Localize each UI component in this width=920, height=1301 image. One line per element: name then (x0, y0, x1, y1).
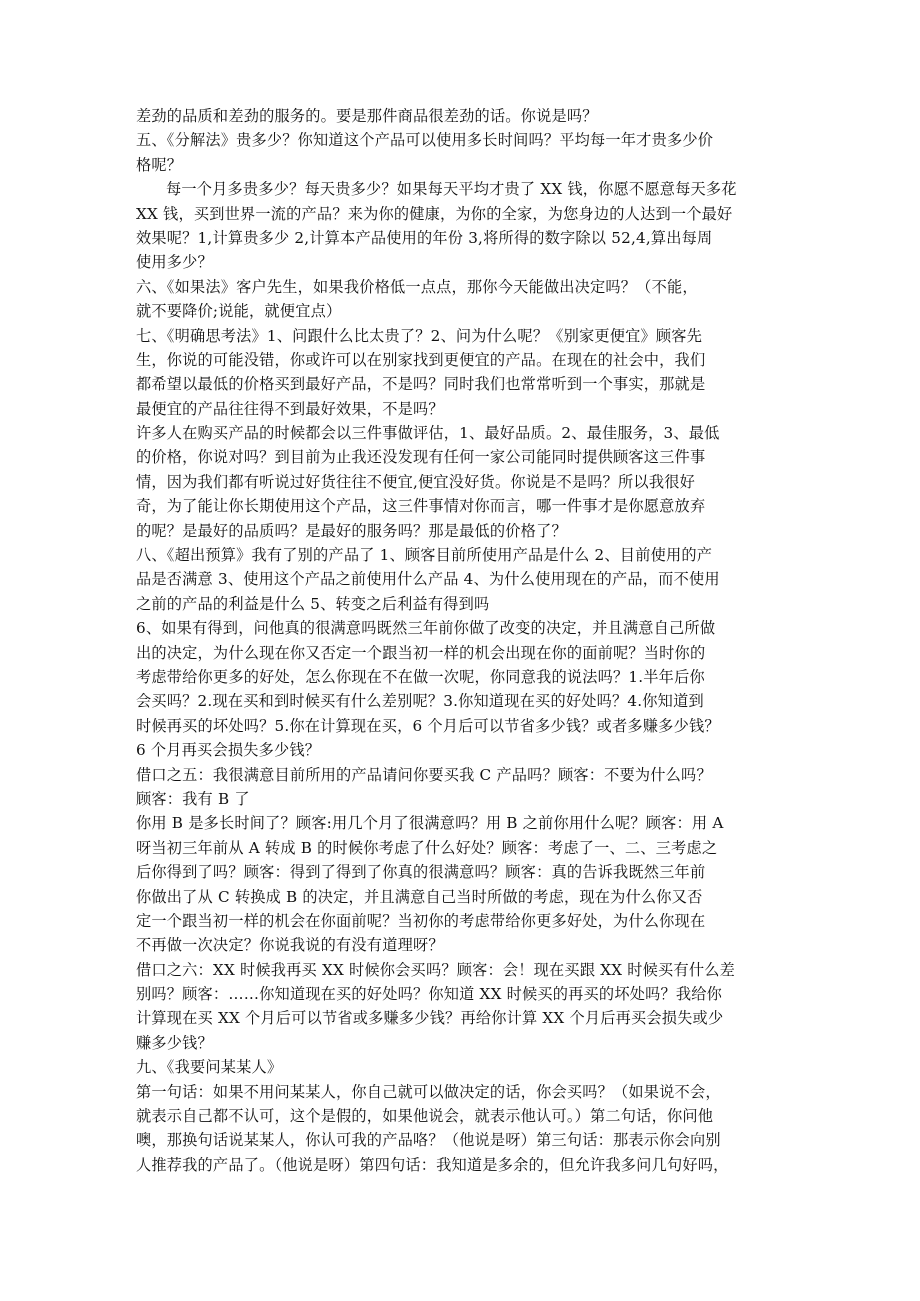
text-line: 就表示自己都不认可，这个是假的，如果他说会，就表示他认可。）第二句话，你问他 (136, 1107, 714, 1126)
text-line: 时候再买的坏处吗？5.你在计算现在买，6 个月后可以节省多少钱？或者多赚多少钱？ (136, 716, 720, 735)
text-line: 之前的产品的利益是什么 5、转变之后利益有得到吗 (136, 594, 490, 613)
text-line: 不再做一次决定？你说我说的有没有道理呀？ (136, 936, 444, 955)
text-line: 差劲的品质和差劲的服务的。要是那件商品很差劲的话。你说是吗？ (136, 107, 598, 125)
text-line: 别吗？顾客：……你知道现在买的好处吗？你知道 XX 时候买的再买的坏处吗？我给你 (136, 985, 723, 1004)
text-line: 6、如果有得到，问他真的很满意吗既然三年前你做了改变的决定，并且满意自己所做 (136, 619, 716, 638)
text-line: 九、《我要问某某人》 (136, 1058, 283, 1077)
text-line: 赚多少钱？ (136, 1033, 213, 1052)
text-line: 的呢？是最好的品质吗？是最好的服务吗？那是最低的价格了？ (136, 521, 567, 540)
text-line: 你做出了从 C 转换成 B 的决定，并且满意自己当时所做的考虑，现在为什么你又否 (136, 887, 703, 906)
text-line: 奇，为了能让你长期使用这个产品，这三件事情对你而言，哪一件事才是你愿意放弃 (136, 497, 706, 516)
text-line: 每一个月多贵多少？每天贵多少？如果每天平均才贵了 XX 钱，你愿不愿意每天多花 (166, 180, 737, 199)
text-line: 的价格，你说对吗？到目前为止我还没发现有任何一家公司能同时提供顾客这三件事 (136, 448, 706, 467)
text-line: 五、《分解法》贵多少？你知道这个产品可以使用多长时间吗？平均每一年才贵多少价 (136, 131, 714, 150)
text-line: 借口之六：XX 时候我再买 XX 时候你会买吗？顾客：会！现在买跟 XX 时候买有什么差 (136, 960, 735, 979)
text-line: 借口之五：我很满意目前所用的产品请问你要买我 C 产品吗？顾客：不要为什么吗？ (136, 765, 712, 784)
text-line: 最便宜的产品往往得不到最好效果，不是吗？ (136, 399, 444, 418)
text-line: 会买吗？2.现在买和到时候买有什么差别呢？3.你知道现在买的好处吗？4.你知道到 (136, 692, 704, 711)
text-line: 第一句话：如果不用问某某人，你自己就可以做决定的话，你会买吗？（如果说不会， (136, 1082, 721, 1101)
text-line: 后你得到了吗？顾客：得到了得到了你真的很满意吗？顾客：真的告诉我既然三年前 (136, 863, 706, 882)
text-line: 你用 B 是多长时间了？顾客:用几个月了很满意吗？用 B 之前你用什么呢？顾客：用 A (136, 814, 724, 833)
text-line: 八、《超出预算》我有了别的产品了 1、顾客目前所使用产品是什么 2、目前使用的产 (136, 546, 713, 565)
text-line: 出的决定，为什么现在你又否定一个跟当初一样的机会出现在你的面前呢？当时你的 (136, 643, 706, 662)
text-line: 呀当初三年前从 A 转成 B 的时候你考虑了什么好处？顾客：考虑了一、二、三考虑之 (136, 838, 718, 857)
text-line: 使用多少？ (136, 253, 213, 272)
text-line: 噢，那换句话说某某人，你认可我的产品咯？（他说是呀）第三句话：那表示你会向别 (136, 1131, 721, 1150)
text-line: 六、《如果法》客户先生，如果我价格低一点点，那你今天能做出决定吗？（不能， (136, 277, 698, 296)
text-line: 计算现在买 XX 个月后可以节省或多赚多少钱？再给你计算 XX 个月后再买会损失或少 (136, 1009, 724, 1028)
text-line: XX 钱，买到世界一流的产品？来为你的健康，为你的全家，为您身边的人达到一个最好 (136, 204, 733, 223)
text-line: 顾客：我有 B 了 (136, 789, 250, 808)
text-line: 考虑带给你更多的好处，怎么你现在不在做一次呢，你同意我的说法吗？1.半年后你 (136, 667, 705, 686)
text-line: 七、《明确思考法》1、问跟什么比太贵了？2、问为什么呢？《别家更便宜》顾客先 (136, 326, 703, 345)
text-line: 就不要降价;说能，就便宜点） (136, 302, 342, 321)
text-line: 情，因为我们都有听说过好货往往不便宜,便宜没好货。你说是不是吗？所以我很好 (136, 472, 695, 491)
text-line: 效果呢？1,计算贵多少 2,计算本产品使用的年份 3,将所得的数字除以 52,4,算出每周 (136, 228, 713, 247)
text-line: 格呢？ (136, 155, 183, 174)
document-page (136, 104, 786, 1177)
text-line: 生，你说的可能没错，你或许可以在别家找到更便宜的产品。在现在的社会中，我们 (136, 350, 706, 369)
text-line: 人推荐我的产品了。（他说是呀）第四句话：我知道是多余的，但允许我多问几句好吗， (136, 1155, 729, 1174)
text-line: 品是否满意 3、使用这个产品之前使用什么产品 4、为什么使用现在的产品，而不使用 (136, 570, 720, 589)
text-line: 定一个跟当初一样的机会在你面前呢？当初你的考虑带给你更多好处，为什么你现在 (136, 911, 706, 930)
text-line: 都希望以最低的价格买到最好产品，不是吗？同时我们也常常听到一个事实，那就是 (136, 375, 706, 394)
text-line: 6 个月再买会损失多少钱？ (136, 741, 321, 760)
text-line: 许多人在购买产品的时候都会以三件事做评估，1、最好品质。2、最佳服务，3、最低 (136, 424, 720, 443)
